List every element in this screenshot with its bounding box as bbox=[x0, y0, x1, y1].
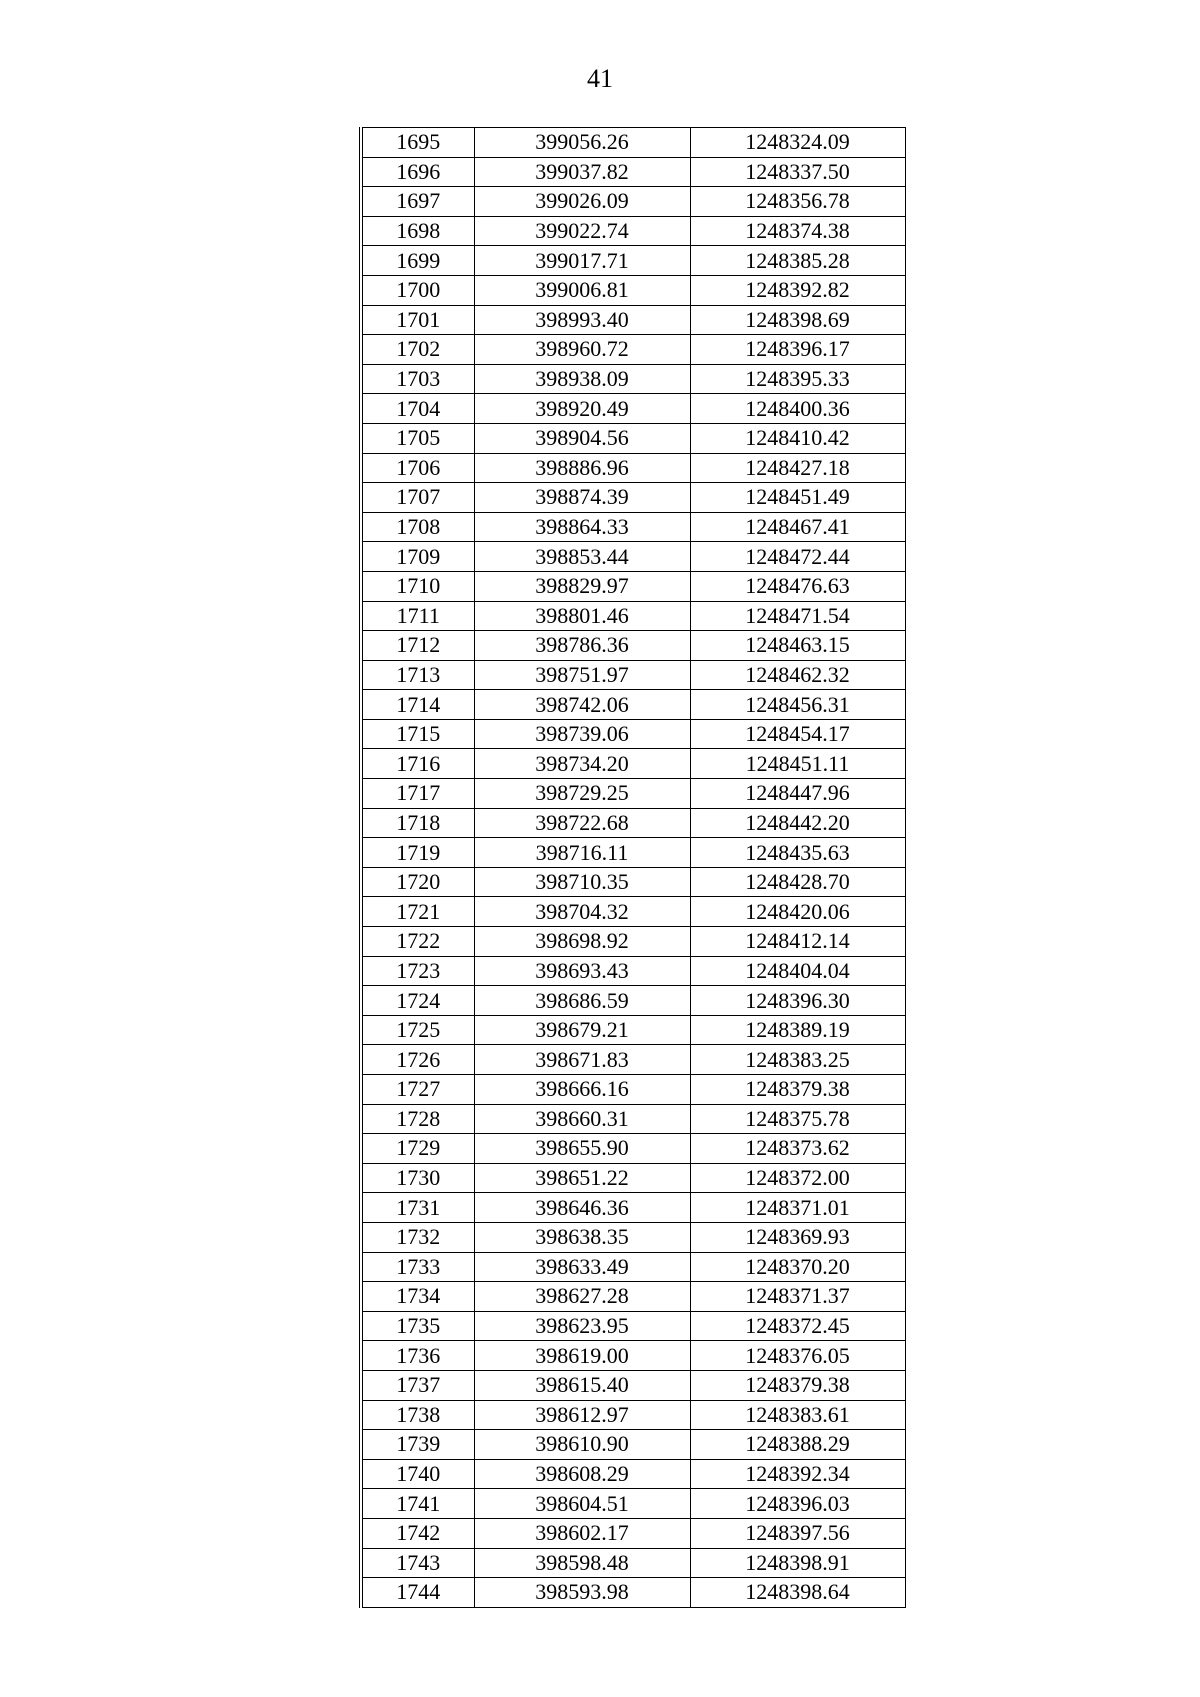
point-number-cell: 1722 bbox=[361, 927, 474, 957]
table-row bbox=[361, 867, 905, 897]
x-coordinate-cell: 398633.49 bbox=[474, 1252, 690, 1282]
x-coordinate-cell: 399026.09 bbox=[474, 187, 690, 217]
table-row bbox=[361, 128, 905, 158]
table-row bbox=[361, 364, 905, 394]
point-number-cell: 1698 bbox=[361, 216, 474, 246]
y-coordinate-cell: 1248435.63 bbox=[690, 838, 905, 868]
x-coordinate-cell: 398602.17 bbox=[474, 1518, 690, 1548]
table-row bbox=[361, 1193, 905, 1223]
point-number-cell: 1731 bbox=[361, 1193, 474, 1223]
x-coordinate-cell: 398619.00 bbox=[474, 1341, 690, 1371]
x-coordinate-cell: 398651.22 bbox=[474, 1163, 690, 1193]
x-coordinate-cell: 398686.59 bbox=[474, 986, 690, 1016]
y-coordinate-cell: 1248379.38 bbox=[690, 1370, 905, 1400]
y-coordinate-cell: 1248398.64 bbox=[690, 1578, 905, 1608]
point-number-cell: 1729 bbox=[361, 1134, 474, 1164]
y-coordinate-cell: 1248471.54 bbox=[690, 601, 905, 631]
y-coordinate-cell: 1248370.20 bbox=[690, 1252, 905, 1282]
x-coordinate-cell: 399022.74 bbox=[474, 216, 690, 246]
x-coordinate-cell: 398610.90 bbox=[474, 1430, 690, 1460]
point-number-cell: 1727 bbox=[361, 1075, 474, 1105]
point-number-cell: 1714 bbox=[361, 690, 474, 720]
y-coordinate-cell: 1248420.06 bbox=[690, 897, 905, 927]
y-coordinate-cell: 1248392.34 bbox=[690, 1459, 905, 1489]
x-coordinate-cell: 398671.83 bbox=[474, 1045, 690, 1075]
x-coordinate-cell: 398742.06 bbox=[474, 690, 690, 720]
point-number-cell: 1718 bbox=[361, 808, 474, 838]
x-coordinate-cell: 398920.49 bbox=[474, 394, 690, 424]
x-coordinate-cell: 398864.33 bbox=[474, 512, 690, 542]
table-row bbox=[361, 483, 905, 513]
x-coordinate-cell: 398612.97 bbox=[474, 1400, 690, 1430]
point-number-cell: 1708 bbox=[361, 512, 474, 542]
y-coordinate-cell: 1248467.41 bbox=[690, 512, 905, 542]
y-coordinate-cell: 1248428.70 bbox=[690, 867, 905, 897]
point-number-cell: 1711 bbox=[361, 601, 474, 631]
y-coordinate-cell: 1248376.05 bbox=[690, 1341, 905, 1371]
table-row bbox=[361, 187, 905, 217]
table-row bbox=[361, 986, 905, 1016]
x-coordinate-cell: 398704.32 bbox=[474, 897, 690, 927]
table-row bbox=[361, 305, 905, 335]
point-number-cell: 1719 bbox=[361, 838, 474, 868]
point-number-cell: 1725 bbox=[361, 1015, 474, 1045]
point-number-cell: 1713 bbox=[361, 660, 474, 690]
x-coordinate-cell: 398638.35 bbox=[474, 1222, 690, 1252]
y-coordinate-cell: 1248372.00 bbox=[690, 1163, 905, 1193]
y-coordinate-cell: 1248374.38 bbox=[690, 216, 905, 246]
y-coordinate-cell: 1248385.28 bbox=[690, 246, 905, 276]
x-coordinate-cell: 398886.96 bbox=[474, 453, 690, 483]
x-coordinate-cell: 398801.46 bbox=[474, 601, 690, 631]
table-row bbox=[361, 394, 905, 424]
table-row bbox=[361, 216, 905, 246]
table-row bbox=[361, 779, 905, 809]
y-coordinate-cell: 1248383.25 bbox=[690, 1045, 905, 1075]
point-number-cell: 1697 bbox=[361, 187, 474, 217]
table-row bbox=[361, 690, 905, 720]
x-coordinate-cell: 398623.95 bbox=[474, 1311, 690, 1341]
y-coordinate-cell: 1248396.03 bbox=[690, 1489, 905, 1519]
table-row bbox=[361, 1370, 905, 1400]
y-coordinate-cell: 1248372.45 bbox=[690, 1311, 905, 1341]
table-row bbox=[361, 1015, 905, 1045]
x-coordinate-cell: 398938.09 bbox=[474, 364, 690, 394]
y-coordinate-cell: 1248451.11 bbox=[690, 749, 905, 779]
x-coordinate-cell: 398853.44 bbox=[474, 542, 690, 572]
table-row bbox=[361, 719, 905, 749]
x-coordinate-cell: 398698.92 bbox=[474, 927, 690, 957]
y-coordinate-cell: 1248379.38 bbox=[690, 1075, 905, 1105]
table-row bbox=[361, 1400, 905, 1430]
table-row bbox=[361, 927, 905, 957]
x-coordinate-cell: 398660.31 bbox=[474, 1104, 690, 1134]
table-row bbox=[361, 1341, 905, 1371]
y-coordinate-cell: 1248456.31 bbox=[690, 690, 905, 720]
table-row bbox=[361, 1163, 905, 1193]
y-coordinate-cell: 1248442.20 bbox=[690, 808, 905, 838]
x-coordinate-cell: 398679.21 bbox=[474, 1015, 690, 1045]
y-coordinate-cell: 1248375.78 bbox=[690, 1104, 905, 1134]
point-number-cell: 1712 bbox=[361, 631, 474, 661]
y-coordinate-cell: 1248463.15 bbox=[690, 631, 905, 661]
y-coordinate-cell: 1248392.82 bbox=[690, 275, 905, 305]
table-row bbox=[361, 808, 905, 838]
point-number-cell: 1695 bbox=[361, 128, 474, 158]
x-coordinate-cell: 398615.40 bbox=[474, 1370, 690, 1400]
x-coordinate-cell: 398874.39 bbox=[474, 483, 690, 513]
table-row bbox=[361, 1252, 905, 1282]
point-number-cell: 1721 bbox=[361, 897, 474, 927]
y-coordinate-cell: 1248356.78 bbox=[690, 187, 905, 217]
y-coordinate-cell: 1248371.37 bbox=[690, 1282, 905, 1312]
x-coordinate-cell: 398627.28 bbox=[474, 1282, 690, 1312]
y-coordinate-cell: 1248427.18 bbox=[690, 453, 905, 483]
y-coordinate-cell: 1248389.19 bbox=[690, 1015, 905, 1045]
point-number-cell: 1716 bbox=[361, 749, 474, 779]
point-number-cell: 1734 bbox=[361, 1282, 474, 1312]
point-number-cell: 1720 bbox=[361, 867, 474, 897]
x-coordinate-cell: 399006.81 bbox=[474, 275, 690, 305]
point-number-cell: 1740 bbox=[361, 1459, 474, 1489]
y-coordinate-cell: 1248397.56 bbox=[690, 1518, 905, 1548]
point-number-cell: 1700 bbox=[361, 275, 474, 305]
point-number-cell: 1724 bbox=[361, 986, 474, 1016]
y-coordinate-cell: 1248371.01 bbox=[690, 1193, 905, 1223]
table-row bbox=[361, 157, 905, 187]
y-coordinate-cell: 1248451.49 bbox=[690, 483, 905, 513]
table-row bbox=[361, 1578, 905, 1608]
point-number-cell: 1739 bbox=[361, 1430, 474, 1460]
y-coordinate-cell: 1248337.50 bbox=[690, 157, 905, 187]
y-coordinate-cell: 1248454.17 bbox=[690, 719, 905, 749]
coordinates-table-body bbox=[361, 128, 905, 1608]
y-coordinate-cell: 1248472.44 bbox=[690, 542, 905, 572]
x-coordinate-cell: 398608.29 bbox=[474, 1459, 690, 1489]
table-row bbox=[361, 1134, 905, 1164]
y-coordinate-cell: 1248447.96 bbox=[690, 779, 905, 809]
table-row bbox=[361, 749, 905, 779]
y-coordinate-cell: 1248396.17 bbox=[690, 335, 905, 365]
x-coordinate-cell: 398710.35 bbox=[474, 867, 690, 897]
table-row bbox=[361, 1282, 905, 1312]
point-number-cell: 1736 bbox=[361, 1341, 474, 1371]
x-coordinate-cell: 398722.68 bbox=[474, 808, 690, 838]
page-number: 41 bbox=[587, 64, 613, 93]
x-coordinate-cell: 398751.97 bbox=[474, 660, 690, 690]
table-row bbox=[361, 1459, 905, 1489]
y-coordinate-cell: 1248395.33 bbox=[690, 364, 905, 394]
y-coordinate-cell: 1248476.63 bbox=[690, 571, 905, 601]
table-row bbox=[361, 897, 905, 927]
table-row bbox=[361, 453, 905, 483]
y-coordinate-cell: 1248398.91 bbox=[690, 1548, 905, 1578]
point-number-cell: 1696 bbox=[361, 157, 474, 187]
y-coordinate-cell: 1248400.36 bbox=[690, 394, 905, 424]
table-row bbox=[361, 1075, 905, 1105]
x-coordinate-cell: 398646.36 bbox=[474, 1193, 690, 1223]
point-number-cell: 1742 bbox=[361, 1518, 474, 1548]
y-coordinate-cell: 1248404.04 bbox=[690, 956, 905, 986]
point-number-cell: 1743 bbox=[361, 1548, 474, 1578]
table-row bbox=[361, 1518, 905, 1548]
point-number-cell: 1703 bbox=[361, 364, 474, 394]
point-number-cell: 1733 bbox=[361, 1252, 474, 1282]
table-row bbox=[361, 838, 905, 868]
point-number-cell: 1710 bbox=[361, 571, 474, 601]
table-row bbox=[361, 1045, 905, 1075]
point-number-cell: 1715 bbox=[361, 719, 474, 749]
point-number-cell: 1704 bbox=[361, 394, 474, 424]
table-row bbox=[361, 660, 905, 690]
point-number-cell: 1705 bbox=[361, 423, 474, 453]
y-coordinate-cell: 1248388.29 bbox=[690, 1430, 905, 1460]
x-coordinate-cell: 398829.97 bbox=[474, 571, 690, 601]
x-coordinate-cell: 398655.90 bbox=[474, 1134, 690, 1164]
x-coordinate-cell: 398960.72 bbox=[474, 335, 690, 365]
table-row bbox=[361, 1548, 905, 1578]
point-number-cell: 1737 bbox=[361, 1370, 474, 1400]
x-coordinate-cell: 398993.40 bbox=[474, 305, 690, 335]
point-number-cell: 1707 bbox=[361, 483, 474, 513]
x-coordinate-cell: 399056.26 bbox=[474, 128, 690, 158]
point-number-cell: 1709 bbox=[361, 542, 474, 572]
y-coordinate-cell: 1248383.61 bbox=[690, 1400, 905, 1430]
table-row bbox=[361, 956, 905, 986]
point-number-cell: 1741 bbox=[361, 1489, 474, 1519]
x-coordinate-cell: 398666.16 bbox=[474, 1075, 690, 1105]
point-number-cell: 1730 bbox=[361, 1163, 474, 1193]
x-coordinate-cell: 398693.43 bbox=[474, 956, 690, 986]
y-coordinate-cell: 1248373.62 bbox=[690, 1134, 905, 1164]
point-number-cell: 1744 bbox=[361, 1578, 474, 1608]
table-row bbox=[361, 1311, 905, 1341]
point-number-cell: 1728 bbox=[361, 1104, 474, 1134]
table-row bbox=[361, 512, 905, 542]
table-row bbox=[361, 1104, 905, 1134]
point-number-cell: 1723 bbox=[361, 956, 474, 986]
point-number-cell: 1702 bbox=[361, 335, 474, 365]
x-coordinate-cell: 398598.48 bbox=[474, 1548, 690, 1578]
point-number-cell: 1738 bbox=[361, 1400, 474, 1430]
x-coordinate-cell: 398593.98 bbox=[474, 1578, 690, 1608]
point-number-cell: 1706 bbox=[361, 453, 474, 483]
point-number-cell: 1726 bbox=[361, 1045, 474, 1075]
y-coordinate-cell: 1248412.14 bbox=[690, 927, 905, 957]
table-row bbox=[361, 246, 905, 276]
table-row bbox=[361, 1222, 905, 1252]
table-row bbox=[361, 1430, 905, 1460]
x-coordinate-cell: 398739.06 bbox=[474, 719, 690, 749]
x-coordinate-cell: 398786.36 bbox=[474, 631, 690, 661]
y-coordinate-cell: 1248369.93 bbox=[690, 1222, 905, 1252]
x-coordinate-cell: 398604.51 bbox=[474, 1489, 690, 1519]
table-row bbox=[361, 542, 905, 572]
point-number-cell: 1699 bbox=[361, 246, 474, 276]
x-coordinate-cell: 398716.11 bbox=[474, 838, 690, 868]
x-coordinate-cell: 398904.56 bbox=[474, 423, 690, 453]
y-coordinate-cell: 1248396.30 bbox=[690, 986, 905, 1016]
y-coordinate-cell: 1248410.42 bbox=[690, 423, 905, 453]
table-row bbox=[361, 571, 905, 601]
table-row bbox=[361, 631, 905, 661]
table-row bbox=[361, 601, 905, 631]
y-coordinate-cell: 1248398.69 bbox=[690, 305, 905, 335]
table-row bbox=[361, 1489, 905, 1519]
table-row bbox=[361, 335, 905, 365]
y-coordinate-cell: 1248324.09 bbox=[690, 128, 905, 158]
point-number-cell: 1735 bbox=[361, 1311, 474, 1341]
x-coordinate-cell: 399017.71 bbox=[474, 246, 690, 276]
point-number-cell: 1717 bbox=[361, 779, 474, 809]
x-coordinate-cell: 399037.82 bbox=[474, 157, 690, 187]
table-row bbox=[361, 275, 905, 305]
x-coordinate-cell: 398734.20 bbox=[474, 749, 690, 779]
point-number-cell: 1701 bbox=[361, 305, 474, 335]
coordinates-table bbox=[359, 127, 906, 1608]
point-number-cell: 1732 bbox=[361, 1222, 474, 1252]
x-coordinate-cell: 398729.25 bbox=[474, 779, 690, 809]
table-row bbox=[361, 423, 905, 453]
y-coordinate-cell: 1248462.32 bbox=[690, 660, 905, 690]
